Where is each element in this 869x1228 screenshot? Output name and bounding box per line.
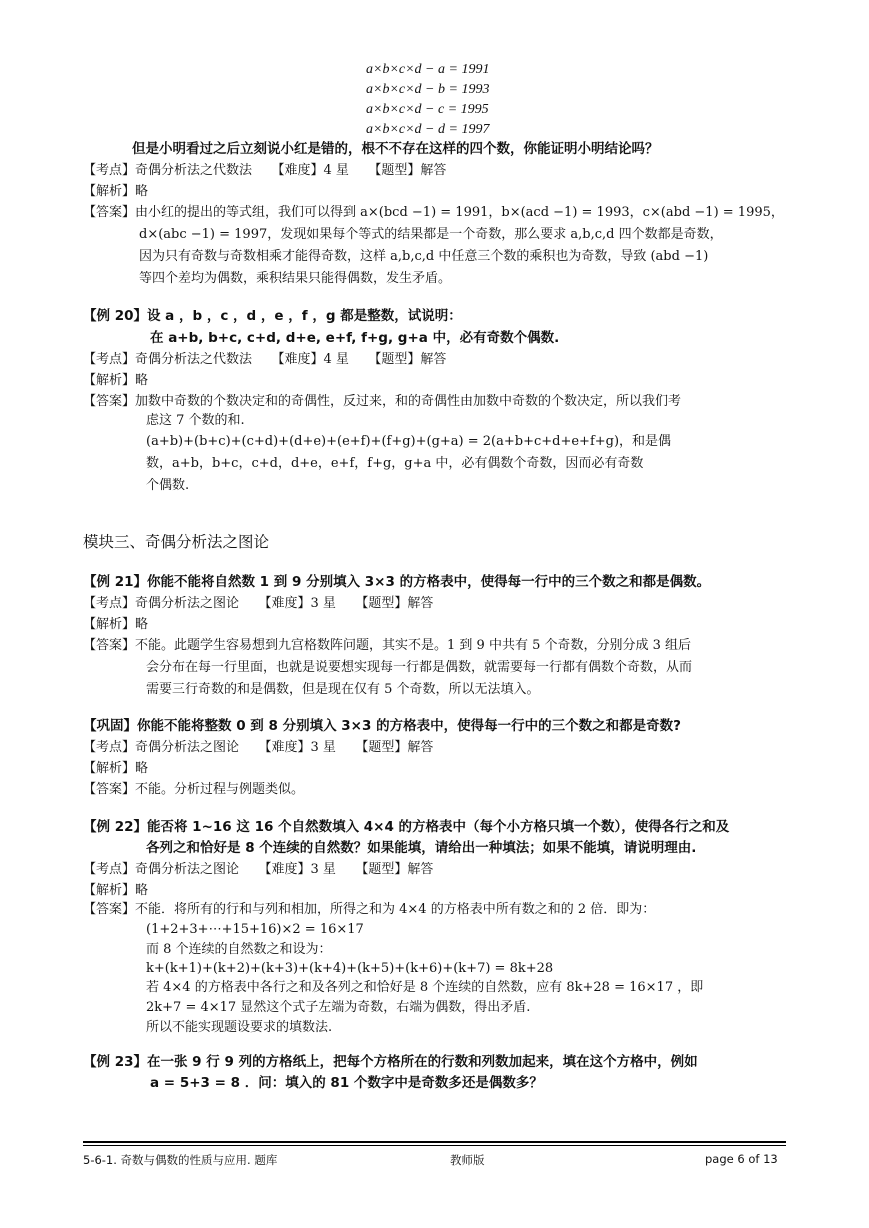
question-19-answer-line: 【答案】由小红的提出的等式组，我们可以得到 a×(bcd −1) = 1991，b×(acd −1) = 1993，c×(abd −1) = 1995， (83, 205, 784, 220)
question-21-title: 【例 21】你能不能将自然数 1 到 9 分别填入 3×3 的方格表中，使得每一行中的三个数之和都是偶数。 (83, 574, 711, 590)
question-20-answer-line: 个偶数. (146, 478, 190, 493)
footer-edition: 教师版 (450, 1153, 485, 1167)
question-20-answer-line: 【答案】加数中奇数的个数决定和的奇偶性，反过来，和的奇偶性由加数中奇数的个数决定，所以我们考 (83, 394, 682, 409)
question-22-answer-line: 【答案】不能．将所有的行和与列和相加，所得之和为 4×4 的方格表中所有数之和的 2 倍．即为： (83, 902, 656, 917)
consolidate-analysis: 【解析】略 (83, 761, 149, 776)
question-20-title: 【例 20】设 a ，b ，c ，d ，e ，f ，g 都是整数，试说明： (83, 308, 462, 324)
question-19-answer-line: d×(abc −1) = 1997，发现如果每个等式的结果都是一个奇数，那么要求 a,b,c,d 四个数都是奇数， (139, 227, 723, 242)
question-23-title: 【例 23】在一张 9 行 9 列的方格纸上，把每个方格所在的行数和列数加起来，填在这个方格中，例如 (83, 1054, 698, 1070)
question-22-answer-line: 2k+7 = 4×17 显然这个式子左端为奇数，右端为偶数，得出矛盾. (146, 1000, 531, 1015)
question-21-answer-line: 需要三行奇数的和是偶数，但是现在仅有 5 个奇数，所以无法填入。 (146, 682, 540, 697)
footer-rule (83, 1145, 786, 1146)
question-20-answer-line: 虑这 7 个数的和. (146, 413, 245, 428)
question-22-answer-line: k+(k+1)+(k+2)+(k+3)+(k+4)+(k+5)+(k+6)+(k+7) = 8k+28 (146, 961, 554, 976)
question-23-title-2: a = 5+3 = 8 ．问：填入的 81 个数字中是奇数多还是偶数多？ (150, 1075, 543, 1091)
question-22-answer-line: 若 4×4 的方格表中各行之和及各列之和恰好是 8 个连续的自然数，应有 8k+28 = 16×17 ，即 (146, 980, 704, 995)
question-22-analysis: 【解析】略 (83, 883, 149, 898)
question-22-answer-line: (1+2+3+⋯+15+16)×2 = 16×17 (146, 922, 364, 937)
consolidate-meta: 【考点】奇偶分析法之图论 【难度】3 星 【题型】解答 (83, 740, 434, 755)
question-19-answer-line: 因为只有奇数与奇数相乘才能得奇数，这样 a,b,c,d 中任意三个数的乘积也为奇数，导致 (abd −1) (139, 249, 709, 264)
question-21-meta: 【考点】奇偶分析法之图论 【难度】3 星 【题型】解答 (83, 596, 434, 611)
consolidate-answer: 【答案】不能。分析过程与例题类似。 (83, 782, 305, 797)
question-19-analysis: 【解析】略 (83, 184, 149, 199)
question-20-meta: 【考点】奇偶分析法之代数法 【难度】4 星 【题型】解答 (83, 352, 447, 367)
question-20-title-2: 在 a+b, b+c, c+d, d+e, e+f, f+g, g+a 中，必有奇数个偶数. (150, 330, 560, 346)
question-22-title: 【例 22】能否将 1~16 这 16 个自然数填入 4×4 的方格表中（每个小方格只填一个数），使得各行之和及 (83, 819, 730, 835)
question-19-meta: 【考点】奇偶分析法之代数法 【难度】4 星 【题型】解答 (83, 163, 447, 178)
question-22-answer-line: 所以不能实现题设要求的填数法. (146, 1020, 333, 1035)
question-22-title-2: 各列之和恰好是 8 个连续的自然数？如果能填，请给出一种填法；如果不能填，请说明理由. (146, 840, 697, 856)
footer-title: 5-6-1. 奇数与偶数的性质与应用. 题库 (83, 1153, 278, 1167)
equation-system (366, 60, 489, 140)
question-21-analysis: 【解析】略 (83, 617, 149, 632)
question-19-tail: 但是小明看过之后立刻说小红是错的，根不不存在这样的四个数，你能证明小明结论吗？ (132, 141, 659, 157)
question-20-answer-line: 数，a+b，b+c，c+d，d+e，e+f，f+g，g+a 中，必有偶数个奇数，因而必有奇数 (146, 456, 644, 471)
equation-line: a×b×c×d − c = 1995 (366, 102, 489, 117)
equation-line: a×b×c×d − b = 1993 (366, 82, 490, 97)
equation-line: a×b×c×d − a = 1991 (366, 62, 490, 77)
section-heading: 模块三、奇偶分析法之图论 (83, 533, 270, 551)
question-21-answer-line: 【答案】不能。此题学生容易想到九宫格数阵问题，其实不是。1 到 9 中共有 5 个奇数，分别分成 3 组后 (83, 638, 692, 653)
question-22-meta: 【考点】奇偶分析法之图论 【难度】3 星 【题型】解答 (83, 862, 434, 877)
question-20-answer-line: (a+b)+(b+c)+(c+d)+(d+e)+(e+f)+(f+g)+(g+a) = 2(a+b+c+d+e+f+g)，和是偶 (146, 434, 672, 449)
consolidate-title: 【巩固】你能不能将整数 0 到 8 分别填入 3×3 的方格表中，使得每一行中的三个数之和都是奇数? (83, 718, 681, 734)
page-number: page 6 of 13 (705, 1152, 778, 1166)
question-21-answer-line: 会分布在每一行里面，也就是说要想实现每一行都是偶数，就需要每一行都有偶数个奇数，从而 (146, 660, 693, 675)
question-22-answer-line: 而 8 个连续的自然数之和设为： (146, 942, 332, 957)
footer-rule (83, 1141, 786, 1143)
question-20-analysis: 【解析】略 (83, 373, 149, 388)
question-19-answer-line: 等四个差均为偶数，乘积结果只能得偶数，发生矛盾。 (139, 271, 452, 286)
equation-line: a×b×c×d − d = 1997 (366, 122, 490, 137)
